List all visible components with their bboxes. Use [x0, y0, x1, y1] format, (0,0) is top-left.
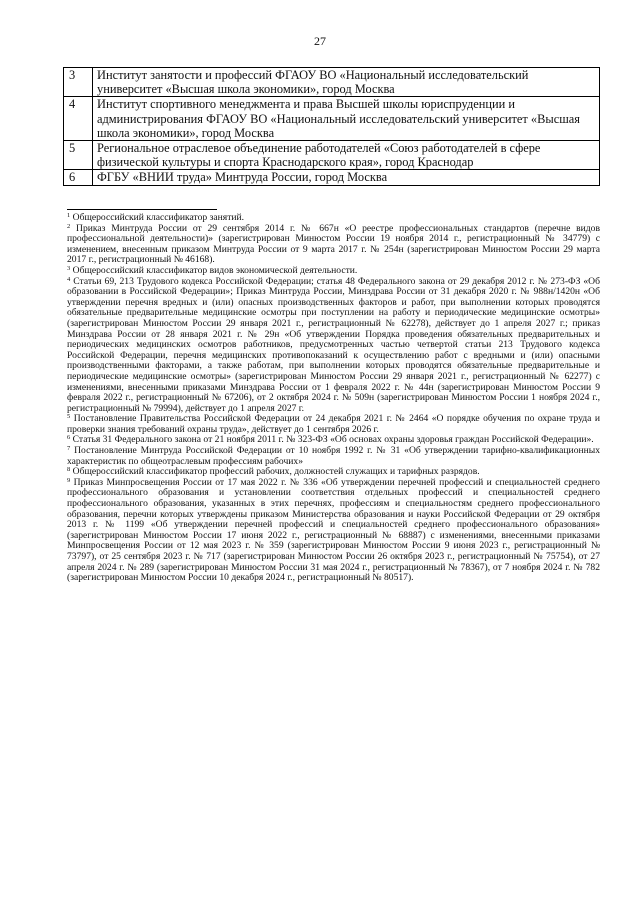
footnote-text: Общероссийский классификатор занятий.: [72, 212, 245, 223]
footnote-mark: 6: [67, 434, 71, 442]
footnote-mark: 2: [67, 222, 71, 230]
footnote-text: Постановление Правительства Российской Федерации от 24 декабря 2021 г. № 2464 «О порядке обучения по охране труда и проверки знания требований охраны труда», действует до 1 сентября 2026 г.: [67, 413, 600, 435]
table-row: [64, 97, 600, 141]
footnote-mark: 5: [67, 413, 71, 421]
footnote-mark: 9: [67, 476, 71, 484]
page-number: 27: [314, 34, 326, 48]
footnote: [67, 224, 600, 266]
footnote-mark: 3: [67, 264, 71, 272]
table-row: [64, 68, 600, 97]
footnote-text: Общероссийский классификатор видов экономической деятельности.: [72, 264, 358, 276]
row-number: 6: [64, 170, 93, 185]
footnote: [67, 414, 600, 435]
footnote-text: Постановление Минтруда Российской Федерации от 10 ноября 1992 г. № 31 «Об утверждении тарифно-квалификационных характеристик по общеотраслевым профессиям рабочих»: [67, 445, 600, 467]
footnote-mark: 7: [67, 445, 71, 453]
row-number: 3: [64, 68, 93, 97]
organizations-table: [63, 67, 600, 186]
table-row: [64, 170, 600, 185]
footnote: [67, 277, 600, 415]
table-row: [64, 141, 600, 170]
footnote-separator: [67, 209, 217, 210]
organization-name: Региональное отраслевое объединение работодателей «Союз работодателей в сфере физической культуры и спорта Краснодарского края», город Краснодар: [93, 141, 600, 170]
footnote: [67, 446, 600, 467]
row-number: 4: [64, 97, 93, 141]
footnotes-section: [67, 213, 600, 584]
footnote-text: Общероссийский классификатор профессий рабочих, должностей служащих и тарифных разрядов.: [72, 466, 480, 478]
row-number: 5: [64, 141, 93, 170]
organization-name: ФГБУ «ВНИИ труда» Минтруда России, город Москва: [93, 170, 600, 185]
organization-name: Институт спортивного менеджмента и права Высшей школы юриспруденции и администрирования ФГАОУ ВО «Национальный исследовательский университет «Высшая школа экономики», город Москва: [93, 97, 600, 141]
footnote-mark: 4: [67, 275, 71, 283]
footnote: [67, 478, 600, 584]
footnote-mark: 8: [67, 466, 71, 474]
footnote-text: Приказ Минпросвещения России от 17 мая 2022 г. № 336 «Об утверждении перечней профессий и специальностей среднего профессионального образования и установлении соответствия отдельных профессий и специальностей среднего профессионального образования, указанных в этих перечнях, профессиям и специальностям среднего профессионального образования, перечни которых утверждены приказом Министерства образования и науки Российской Федерации от 29 октября 2013 г. № 1199 «Об утверждении перечней профессий и специальностей среднего профессионального образования» (зарегистрирован Минюстом России 17 июня 2022 г., регистрационный № 68887) с изменениями, внесенными приказами Минпросвещения России от 12 мая 2023 г. № 359 (зарегистрирован Минюстом России 9 июня 2023 г., регистрационный № 73797), от 25 сентября 2023 г. № 717 (зарегистрирован Минюстом России 26 октября 2023 г., регистрационный № 75754), от 27 апреля 2024 г. № 289 (зарегистрирован Минюстом России 31 мая 2024 г., регистрационный № 78367), от 7 ноября 2024 г. № 782 (зарегистрирован Минюстом России 10 декабря 2024 г., регистрационный № 80517).: [67, 476, 600, 584]
footnote-text: Приказ Минтруда России от 29 сентября 2014 г. № 667н «О реестре профессиональных стандартов (перечне видов профессиональной деятельности)» (зарегистрирован Минюстом России 19 ноября 2014 г., регистрационный № 34779) с изменением, внесенным приказом Минтруда России от 9 марта 2017 г. № 254н (зарегистрирован Минюстом России 29 марта 2017 г., регистрационный № 46168).: [67, 222, 600, 266]
footnote-text: Статья 31 Федерального закона от 21 ноября 2011 г. № 323-ФЗ «Об основах охраны здоровья граждан Российской Федерации».: [72, 434, 594, 446]
organization-name: Институт занятости и профессий ФГАОУ ВО «Национальный исследовательский университет «Высшая школа экономики», город Москва: [93, 68, 600, 97]
footnote-text: Статьи 69, 213 Трудового кодекса Российской Федерации; статья 48 Федерального закона от 29 декабря 2012 г. № 273-ФЗ «Об образовании в Российской Федерации»; Приказ Минтруда России, Минздрава России от 31 декабря 2020 г. № 988н/1420н «Об утверждении перечня вредных и (или) опасных производственных факторов и работ, при выполнении которых проводятся обязательные предварительные медицинские осмотры при поступлении на работу и периодические медицинские осмотры» (зарегистрирован Минюстом России 29 января 2021 г., регистрационный № 62278), действует до 1 апреля 2027 г.; приказ Минздрава России от 28 января 2021 г. № 29н «Об утверждении Порядка проведения обязательных предварительных и периодических медицинских осмотров работников, предусмотренных частью четвертой статьи 213 Трудового кодекса Российской Федерации, перечня медицинских противопоказаний к осуществлению работ с вредными и (или) опасными производственными факторами, а также работам, при выполнении которых проводятся обязательные предварительные и периодические медицинские осмотры» (зарегистрирован Минюстом России 29 января 2021 г., регистрационный № 62277) с изменениями, внесенными приказами Минздрава России от 1 февраля 2022 г. № 44н (зарегистрирован Минюстом России 9 февраля 2022 г., регистрационный № 67206), от 2 октября 2024 г. № 509н (зарегистрирован Минюстом России 1 ноября 2024 г., регистрационный № 79994), действует до 1 апреля 2027 г.: [67, 275, 600, 414]
footnote-mark: 1: [67, 212, 71, 219]
